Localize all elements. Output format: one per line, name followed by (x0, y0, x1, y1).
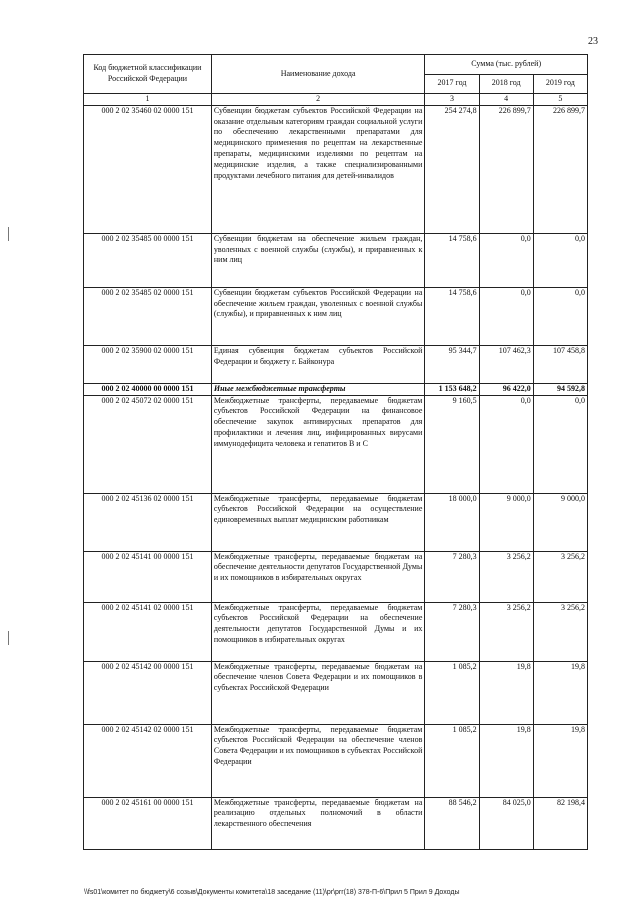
row-code: 000 2 02 45142 00 0000 151 (84, 661, 212, 724)
row-name: Межбюджетные трансферты, передаваемые бюджетам субъектов Российской Федерации на обеспечение деятельности депутатов Государственной Думы и их помощников в избирательных округах (211, 602, 425, 661)
row-value-2019: 82 198,4 (533, 797, 587, 849)
table-row (84, 345, 588, 383)
column-number: 3 (425, 94, 479, 106)
row-name: Межбюджетные трансферты, передаваемые бюджетам на обеспечение членов Совета Федерации и их помощников в субъектах Российской Федерации (211, 661, 425, 724)
row-value-2019: 3 256,2 (533, 602, 587, 661)
column-number: 5 (533, 94, 587, 106)
row-value-2018: 226 899,7 (479, 105, 533, 233)
row-value-2018: 84 025,0 (479, 797, 533, 849)
revenue-table (83, 54, 588, 850)
table-row (84, 493, 588, 551)
row-value-2017: 9 160,5 (425, 395, 479, 493)
table-row (84, 105, 588, 233)
row-value-2019: 3 256,2 (533, 551, 587, 602)
row-code: 000 2 02 45072 02 0000 151 (84, 395, 212, 493)
row-value-2017: 14 758,6 (425, 287, 479, 345)
row-name: Субвенции бюджетам на обеспечение жильем граждан, уволенных с военной службы (службы), и приравненных к ним лиц (211, 233, 425, 287)
row-value-2017: 254 274,8 (425, 105, 479, 233)
row-value-2017: 14 758,6 (425, 233, 479, 287)
column-number-row (84, 94, 588, 106)
row-code: 000 2 02 35485 00 0000 151 (84, 233, 212, 287)
row-code: 000 2 02 45136 02 0000 151 (84, 493, 212, 551)
row-value-2018: 19,8 (479, 661, 533, 724)
row-value-2019: 19,8 (533, 661, 587, 724)
header-code: Код бюджетной классификации Российской Федерации (84, 55, 212, 94)
row-value-2019: 0,0 (533, 233, 587, 287)
row-name: Межбюджетные трансферты, передаваемые бюджетам субъектов Российской Федерации на осуществление единовременных выплат медицинским работникам (211, 493, 425, 551)
table-row (84, 602, 588, 661)
row-value-2018: 19,8 (479, 724, 533, 797)
table-row (84, 661, 588, 724)
row-value-2019: 0,0 (533, 395, 587, 493)
row-value-2018: 107 462,3 (479, 345, 533, 383)
row-value-2019: 226 899,7 (533, 105, 587, 233)
row-name: Единая субвенция бюджетам субъектов Российской Федерации и бюджету г. Байконура (211, 345, 425, 383)
row-value-2018: 0,0 (479, 233, 533, 287)
margin-mark (8, 631, 9, 645)
row-value-2017: 18 000,0 (425, 493, 479, 551)
row-value-2019: 9 000,0 (533, 493, 587, 551)
table-row (84, 797, 588, 849)
row-code: 000 2 02 35900 02 0000 151 (84, 345, 212, 383)
header-year: 2019 год (533, 74, 587, 94)
row-name: Межбюджетные трансферты, передаваемые бюджетам субъектов Российской Федерации на финансовое обеспечение закупок антивирусных препаратов для профилактики и лечения лиц, инфицированных вирусами иммунодефицита человека и гепатитов B и C (211, 395, 425, 493)
total-row (84, 383, 588, 395)
table-row (84, 395, 588, 493)
header-year: 2018 год (479, 74, 533, 94)
row-value-2019: 0,0 (533, 287, 587, 345)
row-code: 000 2 02 45141 00 0000 151 (84, 551, 212, 602)
row-name: Межбюджетные трансферты, передаваемые бюджетам на реализацию отдельных полномочий в области лекарственного обеспечения (211, 797, 425, 849)
header-row (84, 55, 588, 75)
file-path-footer: \\fs01\комитет по бюджету\6 созыв\Документы комитета\18 заседание (11)\pr\prr(18) 378-П-6\Прил 5 Прил 9 Доходы (84, 889, 460, 896)
row-name: Субвенции бюджетам субъектов Российской Федерации на оказание отдельным категориям граждан социальной услуги по обеспечению лекарственными препаратами для медицинского применения по рецептам на лекарственные препараты, медицинскими изделиями по рецептам на медицинские изделия, а также специализированными продуктами лечебного питания для детей-инвалидов (211, 105, 425, 233)
row-code: 000 2 02 40000 00 0000 151 (84, 383, 212, 395)
row-name: Иные межбюджетные трансферты (211, 383, 425, 395)
header-sum: Сумма (тыс. рублей) (425, 55, 588, 75)
row-code: 000 2 02 45142 02 0000 151 (84, 724, 212, 797)
row-value-2018: 9 000,0 (479, 493, 533, 551)
column-number: 4 (479, 94, 533, 106)
row-value-2017: 1 085,2 (425, 724, 479, 797)
row-name: Межбюджетные трансферты, передаваемые бюджетам на обеспечение деятельности депутатов Государственной Думы и их помощников в избирательных округах (211, 551, 425, 602)
row-value-2017: 7 280,3 (425, 551, 479, 602)
row-value-2018: 3 256,2 (479, 551, 533, 602)
column-number: 2 (211, 94, 425, 106)
row-code: 000 2 02 35485 02 0000 151 (84, 287, 212, 345)
margin-mark (8, 227, 9, 241)
row-value-2017: 1 153 648,2 (425, 383, 479, 395)
row-value-2017: 7 280,3 (425, 602, 479, 661)
row-value-2017: 88 546,2 (425, 797, 479, 849)
row-name: Субвенции бюджетам субъектов Российской Федерации на обеспечение жильем граждан, уволенных с военной службы (службы), и приравненных к ним лиц (211, 287, 425, 345)
table-row (84, 233, 588, 287)
header-year: 2017 год (425, 74, 479, 94)
table-row (84, 287, 588, 345)
row-value-2018: 96 422,0 (479, 383, 533, 395)
row-value-2017: 1 085,2 (425, 661, 479, 724)
table-row (84, 724, 588, 797)
row-value-2019: 19,8 (533, 724, 587, 797)
row-name: Межбюджетные трансферты, передаваемые бюджетам субъектов Российской Федерации на обеспечение членов Совета Федерации и их помощников в субъектах Российской Федерации (211, 724, 425, 797)
row-value-2019: 107 458,8 (533, 345, 587, 383)
row-value-2019: 94 592,8 (533, 383, 587, 395)
row-code: 000 2 02 45141 02 0000 151 (84, 602, 212, 661)
page-number: 23 (588, 36, 598, 47)
header-name: Наименование дохода (211, 55, 425, 94)
row-code: 000 2 02 35460 02 0000 151 (84, 105, 212, 233)
row-value-2018: 3 256,2 (479, 602, 533, 661)
table-row (84, 551, 588, 602)
row-code: 000 2 02 45161 00 0000 151 (84, 797, 212, 849)
row-value-2017: 95 344,7 (425, 345, 479, 383)
row-value-2018: 0,0 (479, 395, 533, 493)
row-value-2018: 0,0 (479, 287, 533, 345)
column-number: 1 (84, 94, 212, 106)
